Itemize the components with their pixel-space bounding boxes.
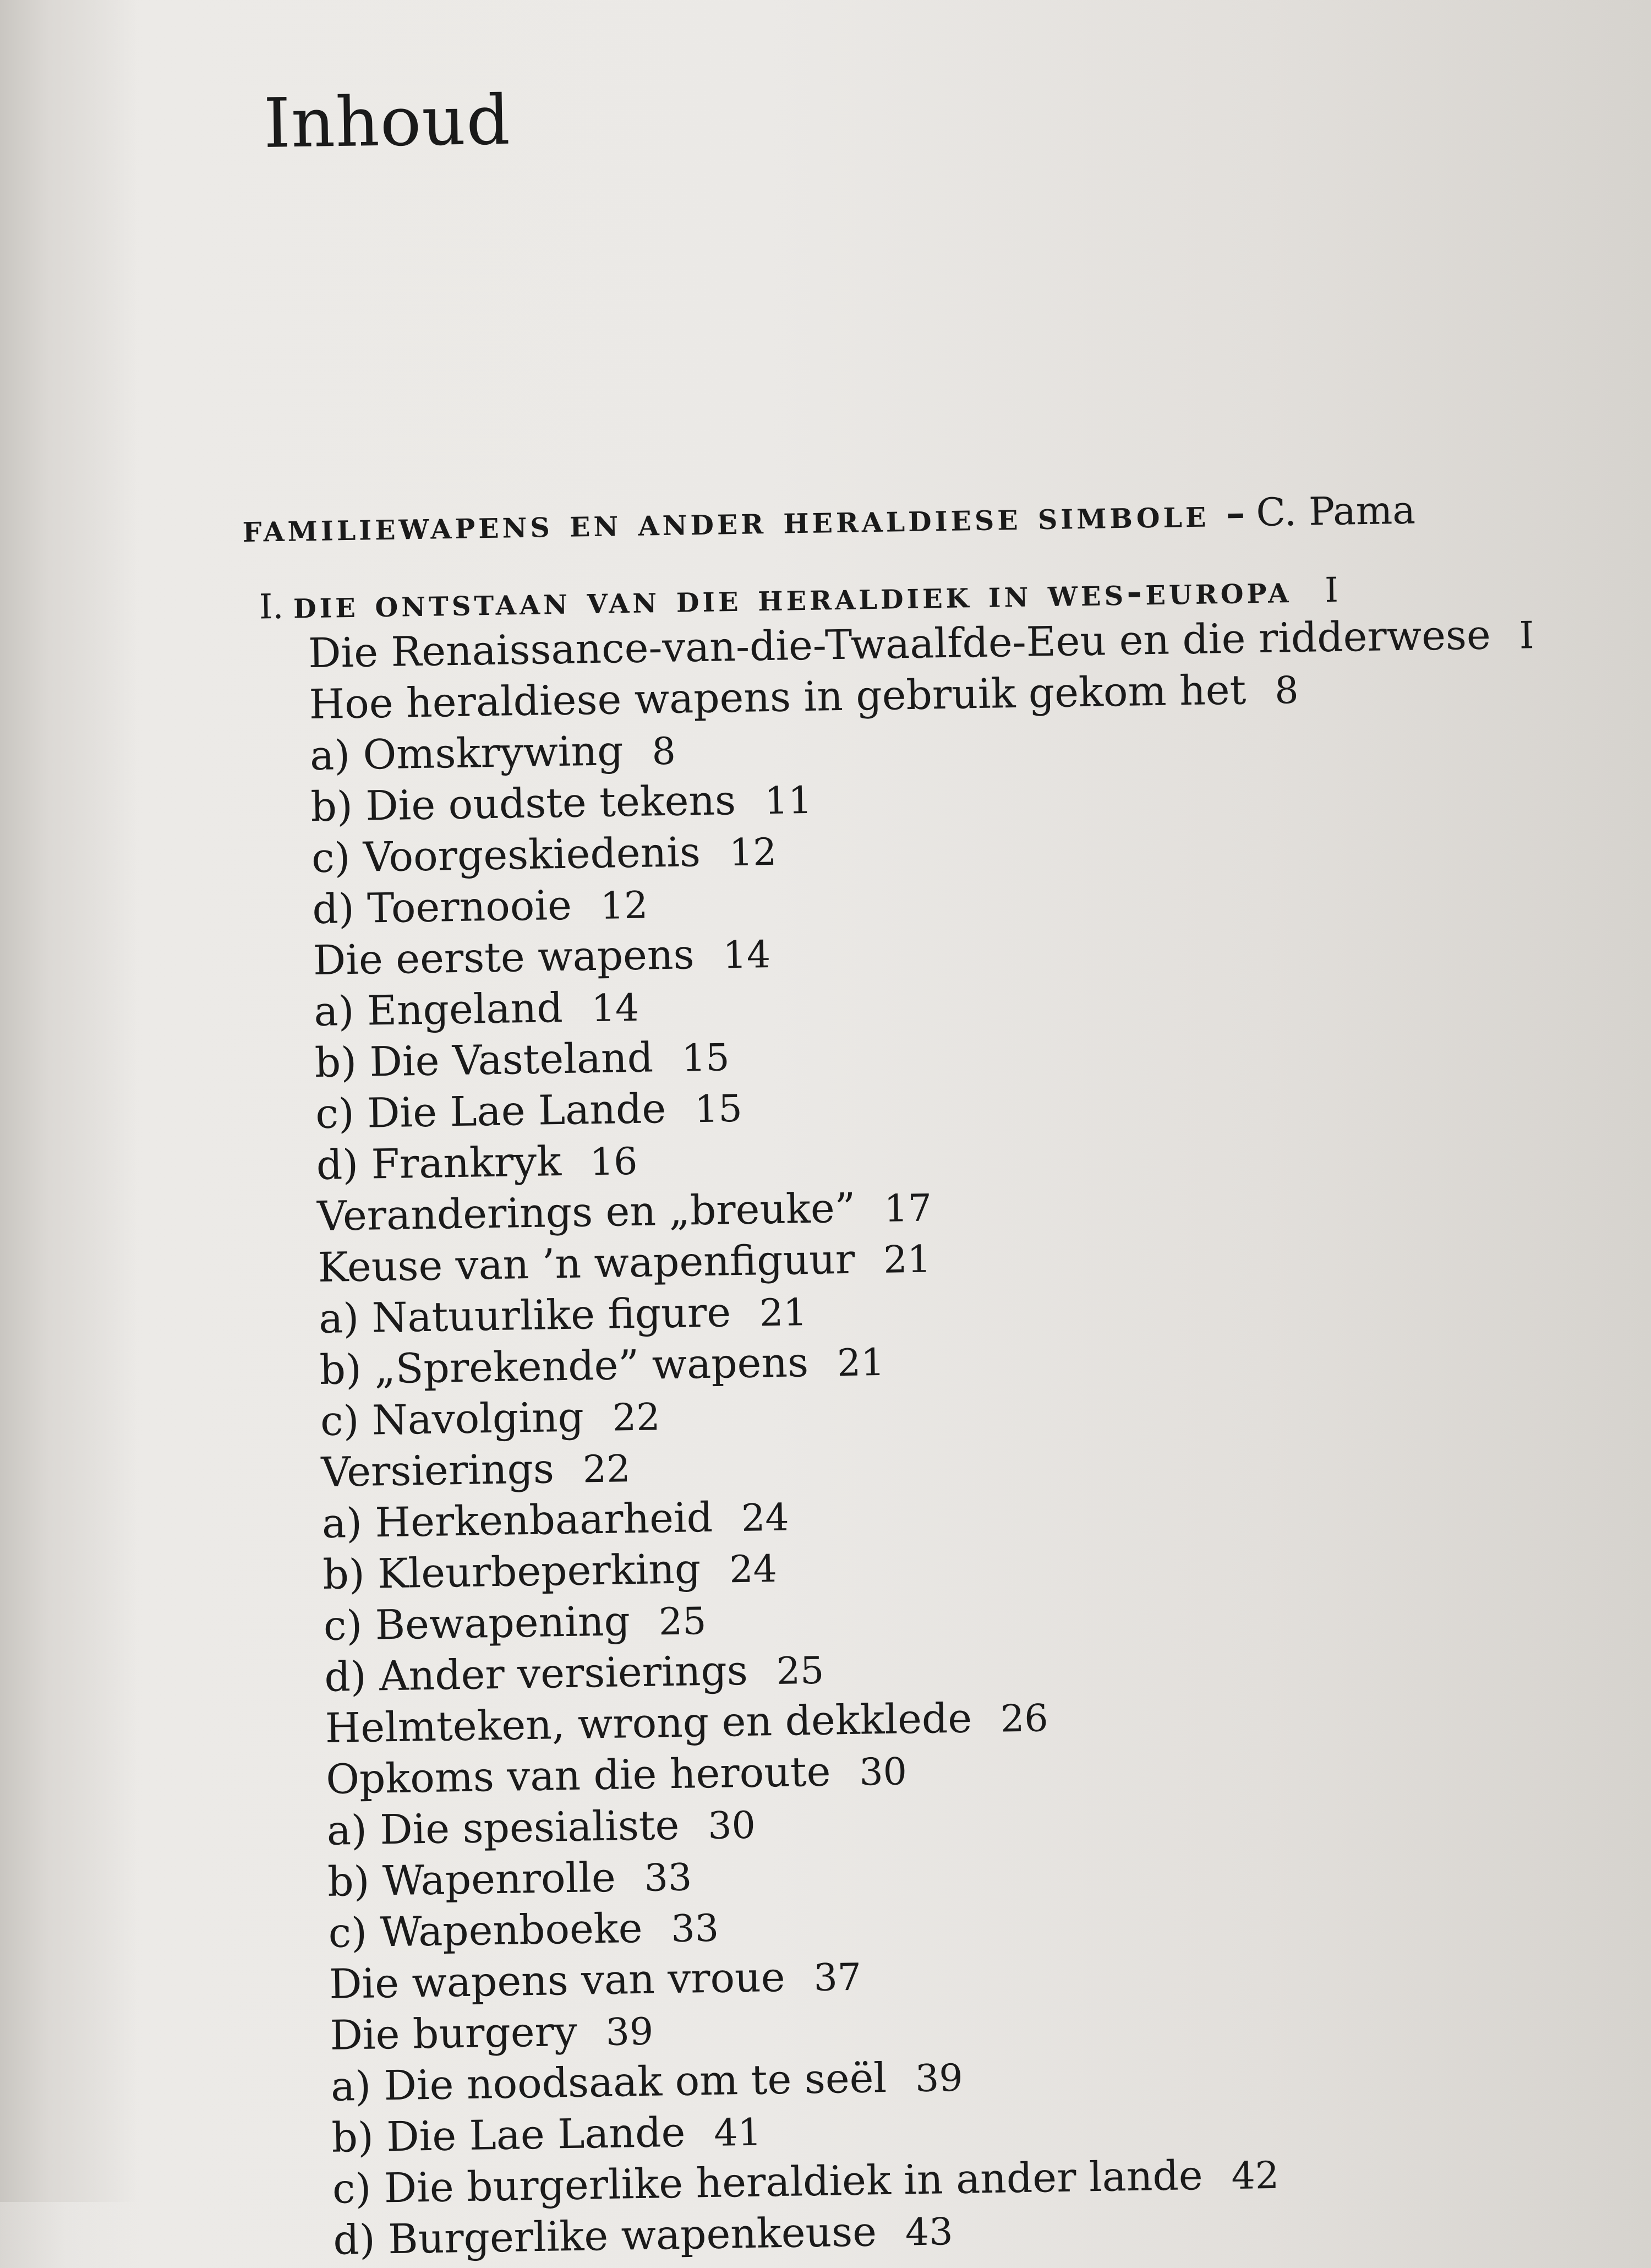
- toc-entry-label: c) Voorgeskiedenis: [311, 828, 701, 882]
- book-author: C. Pama: [1255, 487, 1416, 536]
- chapter-page: I: [1324, 569, 1339, 610]
- toc-entry-page: 14: [591, 986, 639, 1031]
- page-title: Inhoud: [263, 80, 511, 164]
- toc-entry-page: 21: [837, 1340, 885, 1386]
- toc-entry-label: a) Engeland: [313, 984, 564, 1036]
- toc-entry-page: 12: [729, 830, 778, 875]
- toc-entry-label: b) Wapenrolle: [327, 1853, 616, 1906]
- toc-entry-page: 22: [582, 1447, 631, 1492]
- toc-entry-page: 39: [605, 2010, 654, 2054]
- book-title: familiewapens en ander heraldiese simbole –: [242, 489, 1249, 551]
- table-of-contents: [242, 485, 1634, 2268]
- toc-entry-page: 43: [905, 2210, 954, 2255]
- toc-entry-label: Hoe heraldiese wapens in gebruik gekom het: [308, 666, 1247, 729]
- toc-entry-label: b) Die Lae Lande: [331, 2108, 686, 2162]
- toc-entry-label: b) „Sprekende” wapens: [319, 1339, 809, 1394]
- toc-entry-page: 42: [1231, 2153, 1280, 2199]
- toc-entry-label: c) Die Lae Lande: [315, 1085, 666, 1138]
- toc-entry-page: 21: [883, 1237, 932, 1282]
- toc-entry-page: I: [1519, 614, 1535, 658]
- toc-entry-page: 15: [681, 1036, 730, 1081]
- toc-entry-page: 37: [813, 1955, 862, 2000]
- toc-entry-label: d) Burgerlike wapenkeuse: [332, 2208, 877, 2264]
- toc-entry-label: a) Die spesialiste: [326, 1801, 680, 1855]
- toc-entry-page: 25: [658, 1600, 707, 1644]
- toc-entry-page: 8: [1274, 668, 1299, 713]
- toc-entry-label: Versierings: [320, 1445, 555, 1496]
- toc-entry-page: 22: [612, 1395, 661, 1440]
- toc-entry-page: 24: [729, 1547, 778, 1592]
- chapter-number: I.: [259, 586, 284, 627]
- toc-entry-page: 15: [694, 1087, 743, 1132]
- toc-entry-page: 17: [883, 1186, 932, 1231]
- toc-entry-label: Die wapens van vroue: [329, 1953, 786, 2008]
- toc-entry-label: c) Die burgerlike heraldiek in ander lande: [332, 2151, 1204, 2213]
- toc-entry-label: c) Wapenboeke: [328, 1904, 643, 1957]
- toc-entry-label: d) Toernooie: [311, 881, 572, 934]
- toc-entry-page: 16: [589, 1140, 638, 1185]
- toc-entry-label: Veranderings en „breuke”: [316, 1184, 856, 1241]
- toc-entry-label: Keuse van ’n wapenfiguur: [318, 1235, 855, 1292]
- toc-entry-label: d) Frankryk: [316, 1138, 562, 1190]
- toc-entry-label: Die Renaissance-van-die-Twaalfde-Eeu en die ridderwese: [308, 611, 1491, 678]
- toc-entry-page: 14: [722, 933, 771, 978]
- toc-entry-page: 30: [707, 1803, 756, 1848]
- toc-entry-page: 8: [651, 729, 676, 774]
- toc-entry-page: 26: [1000, 1697, 1049, 1741]
- toc-entries: [244, 608, 1634, 2268]
- toc-entry-page: 33: [644, 1856, 692, 1900]
- toc-entry-page: 12: [600, 884, 648, 928]
- toc-entry-label: d) Ander versierings: [324, 1647, 748, 1701]
- toc-entry-label: b) Kleurbeperking: [322, 1545, 701, 1599]
- toc-entry-page: 30: [859, 1750, 907, 1795]
- toc-entry-label: b) Die oudste tekens: [310, 776, 736, 831]
- toc-entry-label: Die burgery: [329, 2008, 578, 2059]
- toc-entry-page: 25: [776, 1649, 824, 1694]
- toc-entry-label: a) Die noodsaak om te seël: [330, 2054, 887, 2111]
- toc-entry-page: 21: [759, 1291, 808, 1335]
- toc-entry-page: 39: [915, 2056, 964, 2101]
- toc-entry-label: c) Navolging: [320, 1393, 584, 1445]
- toc-entry-page: 11: [764, 778, 813, 824]
- book-heading: [242, 485, 1608, 552]
- page-gutter-shadow: [0, 0, 138, 2202]
- toc-entry-page: 33: [670, 1906, 719, 1951]
- toc-entry-page: 24: [741, 1496, 790, 1540]
- toc-entry-label: Helmteken, wrong en dekklede: [325, 1694, 972, 1752]
- toc-entry-label: Die eerste wapens: [313, 931, 695, 985]
- toc-entry-label: a) Herkenbaarheid: [321, 1493, 713, 1547]
- toc-entry-page: 41: [713, 2111, 762, 2155]
- toc-entry-label: b) Die Vasteland: [314, 1034, 654, 1087]
- chapter-title: die ontstaan van die heraldiek in wes-europa: [293, 568, 1292, 628]
- toc-entry-label: a) Omskrywing: [309, 727, 624, 780]
- toc-entry-label: a) Natuurlike figure: [318, 1289, 731, 1343]
- toc-entry-label: Opkoms van die heroute: [325, 1748, 832, 1803]
- toc-entry-label: c) Bewapening: [323, 1598, 631, 1650]
